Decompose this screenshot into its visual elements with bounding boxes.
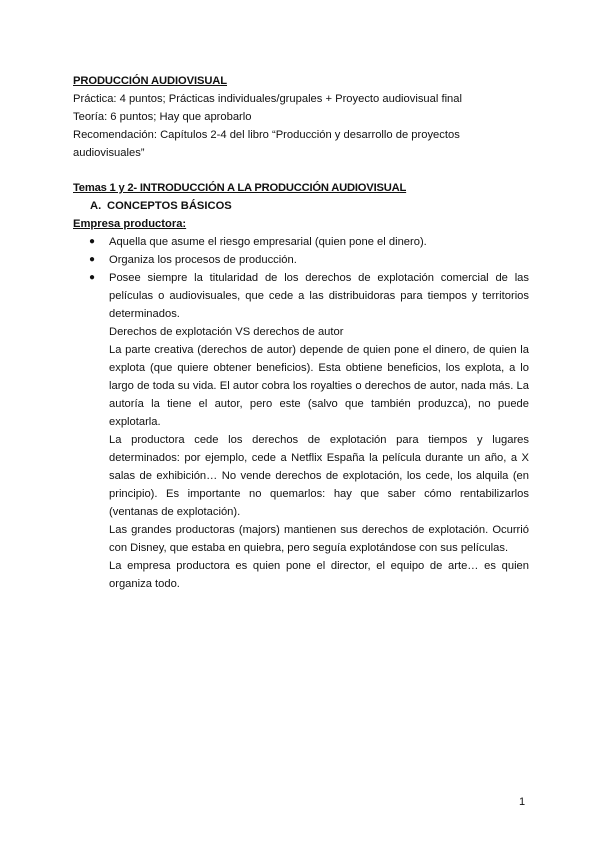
section-title: Temas 1 y 2- INTRODUCCIÓN A LA PRODUCCIÓN AUDIOVISUAL [73, 182, 407, 194]
sub-heading-marker: A. [90, 200, 102, 212]
paragraph: Derechos de explotación VS derechos de autor [109, 326, 344, 338]
list-item [73, 269, 529, 323]
list-item-text: Aquella que asume el riesgo empresarial (quien pone el dinero). [109, 236, 427, 248]
document-title: PRODUCCIÓN AUDIOVISUAL [73, 75, 228, 87]
info-practica: Práctica: 4 puntos; Prácticas individuales/grupales + Proyecto audiovisual final [73, 93, 462, 105]
paragraph: La empresa productora es quien pone el director, el equipo de arte… es quien organiza todo. [109, 560, 529, 590]
bullet-icon: ● [89, 272, 96, 283]
bullet-icon: ● [89, 236, 96, 247]
list-item-text: Posee siempre la titularidad de los derechos de explotación comercial de las películas o audiovisuales, que cede a las distribuidoras para tiempos y territorios determinados. [109, 272, 529, 320]
info-teoria: Teoría: 6 puntos; Hay que aprobarlo [73, 111, 252, 123]
paragraph: Las grandes productoras (majors) mantienen sus derechos de explotación. Ocurrió con Disney, que estaba en quiebra, pero seguía explotándose con sus películas. [109, 524, 529, 554]
spacer [73, 162, 529, 179]
page-content [73, 72, 529, 593]
bullet-icon: ● [89, 254, 96, 265]
paragraph: La parte creativa (derechos de autor) depende de quien pone el dinero, de quien la explota (que quiere obtener beneficios). Esta obtiene beneficios, los explota, a lo largo de toda su vida. El autor cobra los royalties o derechos de autor, nada más. La autoría la tiene el autor, pero este (salvo que también produzca), no puede explotarla. [109, 344, 529, 428]
list-item [73, 251, 529, 269]
info-recomendacion: Recomendación: Capítulos 2-4 del libro “Producción y desarrollo de proyectos audiovisuales” [73, 129, 460, 159]
subsection-title: Empresa productora: [73, 218, 187, 230]
list-item [73, 233, 529, 251]
list-item-text: Organiza los procesos de producción. [109, 254, 297, 266]
bullet-list [73, 233, 529, 323]
sub-heading-text: CONCEPTOS BÁSICOS [107, 200, 232, 212]
sub-heading [90, 197, 529, 215]
page-number: 1 [519, 796, 526, 808]
paragraph: La productora cede los derechos de explotación para tiempos y lugares determinados: por ejemplo, cede a Netflix España la película durante un año, a X salas de exhibición… No vende derechos de explotación, los cede, los alquila (en principio). Es importante no quemarlos: hay que saber cómo rentabilizarlos (ventanas de explotación). [109, 434, 529, 518]
